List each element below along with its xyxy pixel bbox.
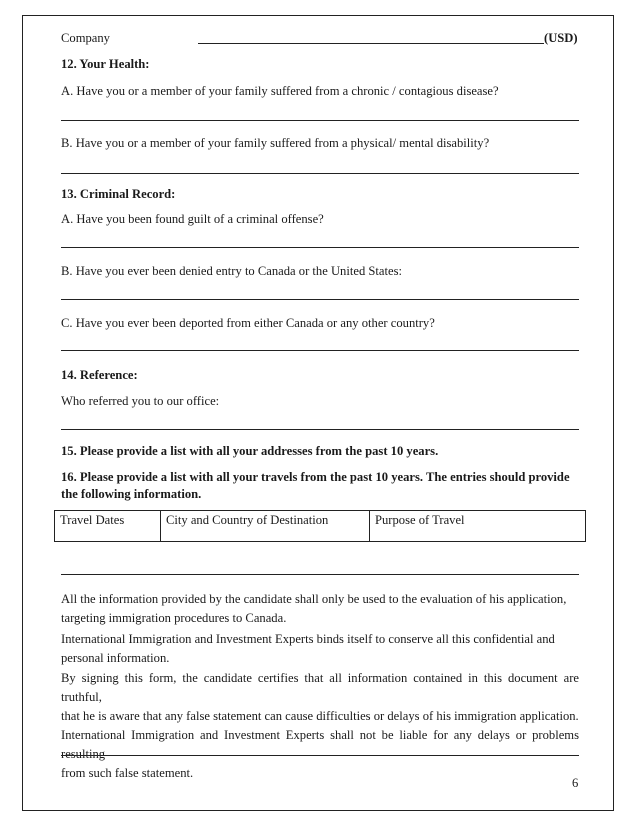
reference-answer-line[interactable]	[61, 429, 579, 430]
page-number: 6	[572, 776, 579, 790]
travel-table	[54, 510, 586, 542]
column-header-purpose: Purpose of Travel	[370, 511, 586, 542]
criminal-answer-c-line[interactable]	[61, 350, 579, 351]
health-answer-b-line[interactable]	[61, 173, 579, 174]
column-header-travel-dates: Travel Dates	[55, 511, 161, 542]
section-divider	[61, 574, 579, 575]
company-currency: (USD)	[544, 31, 578, 45]
health-question-a: A. Have you or a member of your family suffered from a chronic / contagious disease?	[61, 84, 499, 98]
table-header-row	[55, 511, 586, 542]
criminal-question-a: A. Have you been found guilt of a criminal offense?	[61, 212, 324, 226]
signature-divider	[61, 755, 579, 756]
company-value-field[interactable]	[198, 43, 544, 44]
disclaimer-paragraph-3: By signing this form, the candidate certifies that all information contained in this document are truthful, that he is aware that any false statement can cause difficulties or delays of his immigration application. International Immigration and Investment Experts shall not be liable for any delays or problems resulting from such false statement.	[61, 671, 579, 780]
section-health-heading: 12. Your Health:	[61, 57, 150, 71]
section-travels-heading-line1: 16. Please provide a list with all your travels from the past 10 years. The entries should provide	[61, 470, 570, 484]
health-question-b: B. Have you or a member of your family suffered from a physical/ mental disability?	[61, 136, 490, 150]
criminal-answer-b-line[interactable]	[61, 299, 579, 300]
section-reference-heading: 14. Reference:	[61, 368, 138, 382]
health-answer-a-line[interactable]	[61, 120, 579, 121]
criminal-question-b: B. Have you ever been denied entry to Canada or the United States:	[61, 264, 402, 278]
criminal-answer-a-line[interactable]	[61, 247, 579, 248]
disclaimer-paragraph-2: International Immigration and Investment Experts binds itself to conserve all this confidential and personal information.	[61, 632, 555, 665]
disclaimer-paragraph-1: All the information provided by the candidate shall only be used to the evaluation of his application, targeting immigration procedures to Canada.	[61, 592, 567, 625]
section-addresses-heading: 15. Please provide a list with all your addresses from the past 10 years.	[61, 444, 439, 458]
section-travels-heading-line2: the following information.	[61, 487, 202, 501]
company-label: Company	[61, 31, 110, 45]
section-criminal-heading: 13. Criminal Record:	[61, 187, 176, 201]
reference-question: Who referred you to our office:	[61, 394, 220, 408]
criminal-question-c: C. Have you ever been deported from either Canada or any other country?	[61, 316, 435, 330]
column-header-destination: City and Country of Destination	[161, 511, 370, 542]
